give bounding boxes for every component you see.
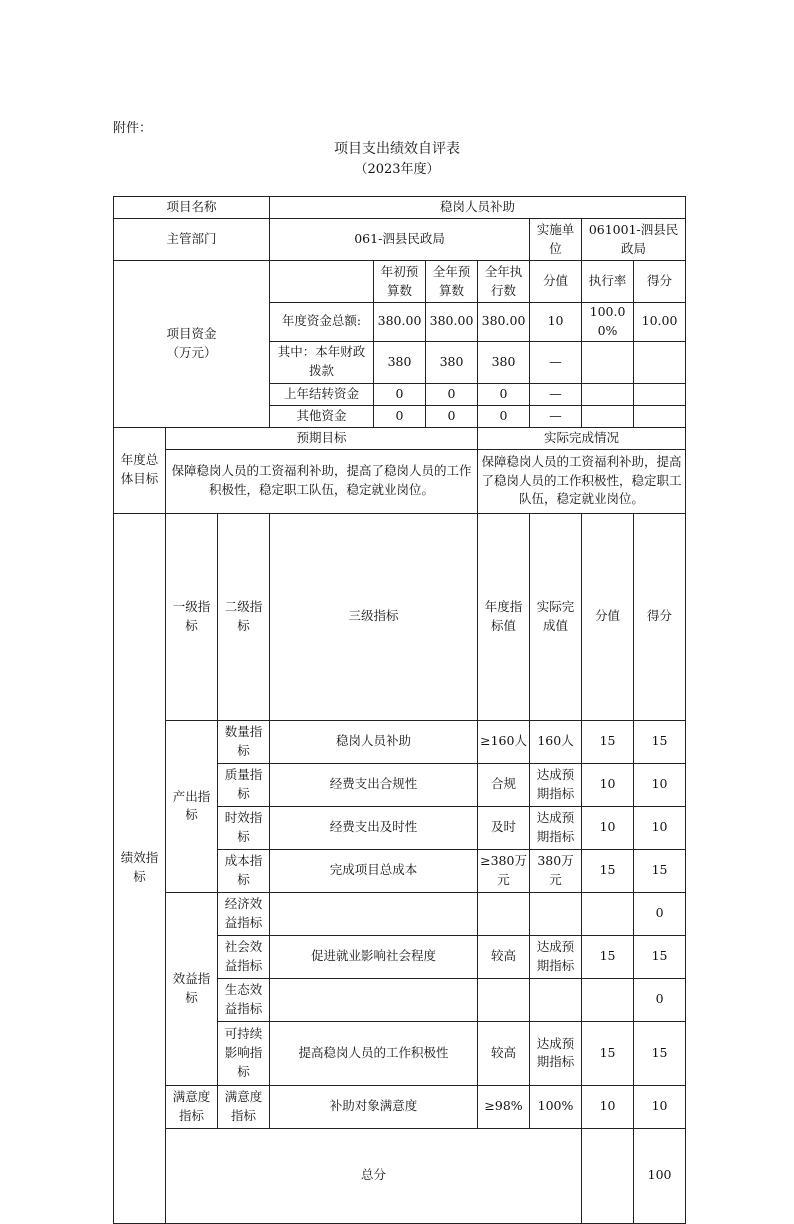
self-evaluation-table: [113, 196, 686, 1224]
total-label: 总分: [166, 1128, 582, 1223]
indicator-score: 15: [634, 935, 686, 978]
department-value: 061-泗县民政局: [270, 219, 530, 261]
funds-executed: 380.00: [478, 303, 530, 342]
indicator-score-value: 15: [582, 1021, 634, 1085]
project-name-label: 项目名称: [114, 197, 270, 219]
indicator-level2: 时效指标: [218, 806, 270, 849]
implementing-unit-label: 实施单位: [530, 219, 582, 261]
funds-annual: 380: [426, 341, 478, 383]
funds-rate: [582, 405, 634, 427]
funds-header-score-value: 分值: [530, 261, 582, 303]
indicator-score-value: 10: [582, 806, 634, 849]
indicator-score-value: 15: [582, 935, 634, 978]
goals-expected-text: 保障稳岗人员的工资福利补助，提高了稳岗人员的工作积极性，稳定职工队伍，稳定就业岗位。: [166, 449, 478, 513]
goals-label: 年度总体目标: [114, 427, 166, 513]
indicator-score: 10: [634, 1085, 686, 1128]
funds-score-value: —: [530, 383, 582, 405]
funds-score: [634, 341, 686, 383]
funds-score-value: 10: [530, 303, 582, 342]
funds-header-rate: 执行率: [582, 261, 634, 303]
indicator-score: 0: [634, 978, 686, 1021]
funds-row-label: 其他资金: [270, 405, 374, 427]
indicator-score-value: [582, 892, 634, 935]
goals-content-row: [114, 449, 686, 513]
indicators-header-level1: 一级指标: [166, 513, 218, 720]
department-row: [114, 219, 686, 261]
total-row: [114, 1128, 686, 1223]
project-name-row: [114, 197, 686, 219]
goals-header-row: [114, 427, 686, 449]
indicator-target: 较高: [478, 1021, 530, 1085]
indicator-actual: [530, 892, 582, 935]
indicator-target: ≥98%: [478, 1085, 530, 1128]
indicator-level2: 经济效益指标: [218, 892, 270, 935]
indicator-target: 及时: [478, 806, 530, 849]
indicator-target: 合规: [478, 763, 530, 806]
indicator-actual: 160人: [530, 720, 582, 763]
implementing-unit-value: 061001-泗县民政局: [582, 219, 686, 261]
funds-executed: 0: [478, 405, 530, 427]
indicator-level2: 质量指标: [218, 763, 270, 806]
indicator-row: [114, 720, 686, 763]
funds-row-label: 其中：本年财政拨款: [270, 341, 374, 383]
indicator-target: 较高: [478, 935, 530, 978]
indicator-level3: 经费支出及时性: [270, 806, 478, 849]
indicator-target: [478, 978, 530, 1021]
indicator-level3: 完成项目总成本: [270, 849, 478, 892]
funds-label-line1: 项目资金: [166, 326, 217, 341]
funds-header-executed: 全年执行数: [478, 261, 530, 303]
funds-header-blank: [270, 261, 374, 303]
funds-label: [114, 261, 270, 428]
indicator-level3: 补助对象满意度: [270, 1085, 478, 1128]
funds-score: 10.00: [634, 303, 686, 342]
department-label: 主管部门: [114, 219, 270, 261]
funds-header-row: [114, 261, 686, 303]
indicator-actual: 达成预期指标: [530, 806, 582, 849]
funds-score-value: —: [530, 405, 582, 427]
indicator-level2: 成本指标: [218, 849, 270, 892]
indicator-score: 15: [634, 849, 686, 892]
indicator-score-value: 15: [582, 849, 634, 892]
indicator-score-value: 10: [582, 1085, 634, 1128]
indicator-level2: 社会效益指标: [218, 935, 270, 978]
goals-actual-text: 保障稳岗人员的工资福利补助，提高了稳岗人员的工作积极性，稳定职工队伍，稳定就业岗位。: [478, 449, 686, 513]
funds-initial: 380: [374, 341, 426, 383]
indicators-header-score-value: 分值: [582, 513, 634, 720]
indicator-score-value: [582, 978, 634, 1021]
indicator-level3: 提高稳岗人员的工作积极性: [270, 1021, 478, 1085]
indicator-actual: 380万元: [530, 849, 582, 892]
funds-header-score: 得分: [634, 261, 686, 303]
indicators-header-level2: 二级指标: [218, 513, 270, 720]
indicator-score: 0: [634, 892, 686, 935]
indicators-header-level3: 三级指标: [270, 513, 478, 720]
indicator-actual: 100%: [530, 1085, 582, 1128]
indicator-target: ≥380万元: [478, 849, 530, 892]
funds-initial: 380.00: [374, 303, 426, 342]
indicator-level3: 促进就业影响社会程度: [270, 935, 478, 978]
form-subtitle: （2023年度）: [354, 162, 440, 177]
goals-expected-header: 预期目标: [166, 427, 478, 449]
indicator-level2: 数量指标: [218, 720, 270, 763]
indicator-actual: 达成预期指标: [530, 1021, 582, 1085]
indicator-score-value: 15: [582, 720, 634, 763]
indicator-actual: 达成预期指标: [530, 935, 582, 978]
funds-rate: 100.00%: [582, 303, 634, 342]
indicator-level2: 满意度指标: [218, 1085, 270, 1128]
indicator-target: [478, 892, 530, 935]
funds-score: [634, 405, 686, 427]
funds-annual: 0: [426, 405, 478, 427]
funds-label-line2: （万元）: [166, 344, 217, 360]
funds-rate: [582, 341, 634, 383]
goals-actual-header: 实际完成情况: [478, 427, 686, 449]
funds-executed: 380: [478, 341, 530, 383]
funds-score-value: —: [530, 341, 582, 383]
attachment-label: 附件：: [113, 121, 153, 136]
indicator-level3: 经费支出合规性: [270, 763, 478, 806]
indicator-level2: 生态效益指标: [218, 978, 270, 1021]
indicator-level1: 产出指标: [166, 720, 218, 892]
indicator-score: 10: [634, 806, 686, 849]
project-name-value: 稳岗人员补助: [270, 197, 686, 219]
funds-annual: 380.00: [426, 303, 478, 342]
indicator-level3: [270, 892, 478, 935]
funds-executed: 0: [478, 383, 530, 405]
indicator-score-value: 10: [582, 763, 634, 806]
indicators-header-target: 年度指标值: [478, 513, 530, 720]
indicators-label: 绩效指标: [114, 513, 166, 1223]
funds-row-label: 年度资金总额:: [270, 303, 374, 342]
indicators-header-score: 得分: [634, 513, 686, 720]
indicator-score: 15: [634, 1021, 686, 1085]
indicator-level1: 效益指标: [166, 892, 218, 1085]
indicator-target: ≥160人: [478, 720, 530, 763]
funds-header-annual: 全年预算数: [426, 261, 478, 303]
form-title: 项目支出绩效自评表: [334, 141, 460, 157]
funds-row-label: 上年结转资金: [270, 383, 374, 405]
funds-rate: [582, 383, 634, 405]
indicator-actual: [530, 978, 582, 1021]
indicator-level3: [270, 978, 478, 1021]
indicators-header-row: [114, 513, 686, 720]
funds-header-initial: 年初预算数: [374, 261, 426, 303]
indicators-header-actual: 实际完成值: [530, 513, 582, 720]
indicator-score: 15: [634, 720, 686, 763]
indicator-row: [114, 892, 686, 935]
funds-initial: 0: [374, 405, 426, 427]
indicator-level1: 满意度指标: [166, 1085, 218, 1128]
indicator-score: 10: [634, 763, 686, 806]
funds-score: [634, 383, 686, 405]
indicator-level3: 稳岗人员补助: [270, 720, 478, 763]
funds-initial: 0: [374, 383, 426, 405]
indicator-actual: 达成预期指标: [530, 763, 582, 806]
indicator-level2: 可持续影响指标: [218, 1021, 270, 1085]
funds-annual: 0: [426, 383, 478, 405]
total-score-value: 100: [634, 1128, 686, 1223]
total-blank: [582, 1128, 634, 1223]
